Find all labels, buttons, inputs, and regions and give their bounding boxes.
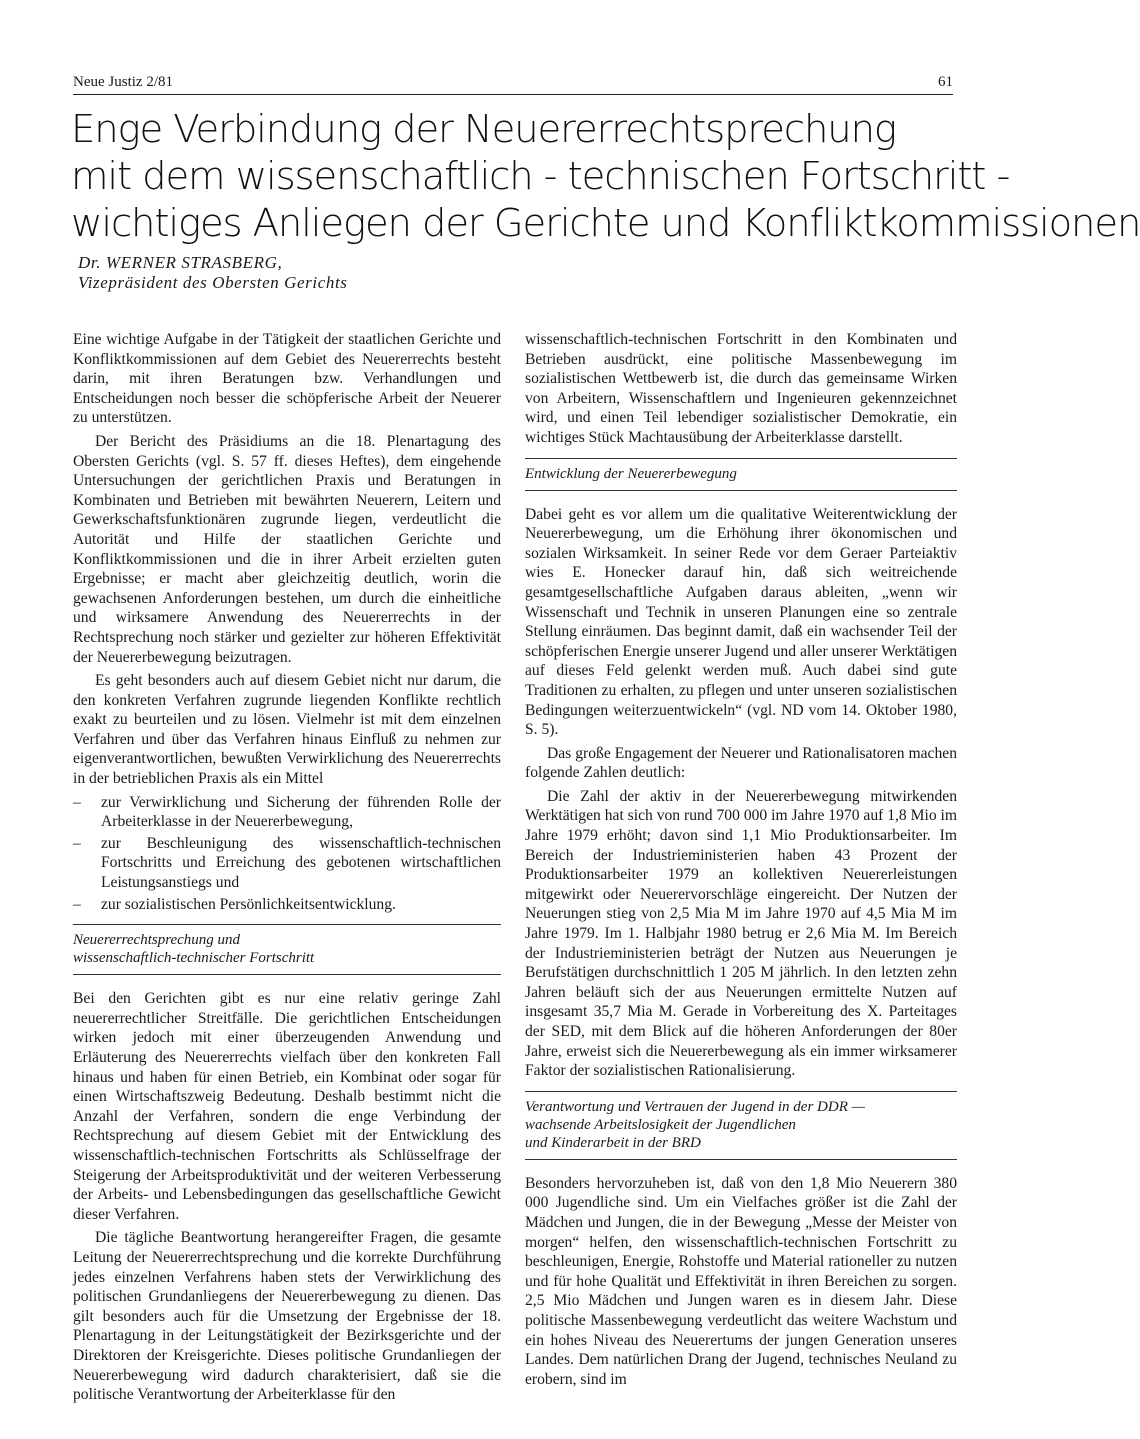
paragraph: Die tägliche Beantwortung herangereifter Fragen, die gesamte Leitung der Neuererrechtsprechung und die korrekte Durchführung jedes einzelnen Verfahrens haben stets der Verwirklichung des politischen Grundanliegens der Neuererbewegung zu dienen. Das gilt besonders auch für die Umsetzung der Ergebnisse der 18. Plenartagung in der Leitungstätigkeit der Bezirksgerichte und der Direktoren der Kreisgerichte. Dieses politische Grundanliegen der Neuererbewegung wird dadurch charakterisiert, daß sie die politische Verantwortung der Arbeiterklasse für den (73, 1229, 501, 1404)
title-line-3: wichtiges Anliegen der Gerichte und Konfliktkommissionen (71, 201, 1140, 246)
list-item-text: zur Verwirklichung und Sicherung der führenden Rolle der Arbeiterklasse in der Neuererbewegung, (101, 793, 501, 831)
section-heading (525, 458, 957, 491)
dash-bullet: – (73, 834, 81, 852)
header-rule (73, 94, 953, 95)
author-role: Vizepräsident des Obersten Gerichts (78, 273, 348, 292)
paragraph: Die Zahl der aktiv in der Neuererbewegung mitwirkenden Werktätigen hat sich von rund 700 000 im Jahre 1970 auf 1,8 Mio im Jahre 1979 erhöht; davon sind 1,1 Mio Produktionsarbeiter. Im Bereich der Industrieministerien haben 43 Prozent der Produktionsarbeiter 1979 an kollektiven Neuererleistungen mitgewirkt oder Neuerervorschläge eingereicht. Der Nutzen der Neuerungen stieg von 2,5 Mia M im Jahre 1970 auf 4,5 Mia M im Jahre 1979. Im 1. Halbjahr 1980 betrug er 2,6 Mia M. Im Bereich der Industrieministerien beträgt der Nutzen aus Neuerungen je Berufstätigen durchschnittlich 1 205 M jährlich. In den letzten zehn Jahren beläuft sich der aus Neuerungen ermittelte Nutzen auf insgesamt 35,7 Mia M. Gerade in Vorbereitung des X. Parteitages der SED, mit dem Blick auf die höheren Anforderungen der 80er Jahre, erweist sich die Neuererbewegung als ein immer wirksamerer Faktor der sozialistischen Rationalisierung. (525, 787, 957, 1080)
section-heading-line: wissenschaftlich-technischer Fortschritt (73, 950, 315, 967)
section-heading-line: Verantwortung und Vertrauen der Jugend in der DDR — (525, 1098, 865, 1115)
paragraph: Das große Engagement der Neuerer und Rationalisatoren machen folgende Zahlen deutlich: (525, 744, 957, 782)
paragraph: Bei den Gerichten gibt es nur eine relativ geringe Zahl neuererrechtlicher Streitfälle. Die gerichtlichen Entscheidungen wirken jedoch mit einer überzeugenden Anwendung und Erläuterung des Neuererrechts vielfach über den konkreten Fall hinaus und haben für einen Betrieb, ein Kombinat oder sogar für einen Wirtschaftszweig Bedeutung. Deshalb bestimmt nicht die Anzahl der Verfahren, sondern die enge Verbindung der Rechtsprechung auf diesem Gebiet mit der Entwicklung des wissenschaftlich-technischen Fortschritts als Schlüsselfrage der Steigerung der Arbeitsproduktivität und der weiteren Verbesserung der Arbeits- und Lebensbedingungen das gesellschaftliche Gewicht dieser Verfahren. (73, 990, 501, 1223)
dash-bullet: – (73, 793, 81, 811)
section-heading-line: und Kinderarbeit in der BRD (525, 1134, 701, 1151)
section-heading (525, 1091, 957, 1160)
page-number: 61 (938, 74, 953, 90)
paragraph: Es geht besonders auch auf diesem Gebiet nicht nur darum, die den konkreten Verfahren zugrunde liegenden Konflikte rechtlich exakt zu beurteilen und zu lösen. Vielmehr ist mit dem einzelnen Verfahren und über das Verfahren hinaus Einfluß zu nehmen zur eigenverantwortlichen, bewußten Verwirklichung des Neuererrechts in der betrieblichen Praxis als ein Mittel (73, 672, 501, 788)
journal-issue: Neue Justiz 2/81 (73, 74, 173, 90)
list-item (73, 895, 501, 915)
paragraph: Besonders hervorzuheben ist, daß von den 1,8 Mio Neuerern 380 000 Jugendliche sind. Um ein Vielfaches größer ist die Zahl der Mädchen und Jungen, die in der Bewegung „Messe der Meister von morgen“ helfen, den wissenschaftlich-technischen Fortschritt zu beschleunigen, Energie, Rohstoffe und Material rationeller zu nutzen und für hohe Qualität und Effektivität in ihren Bereichen zu sorgen. 2,5 Mio Mädchen und Jungen waren es in diesem Jahr. Diese politische Massenbewegung verdeutlicht das weitere Wachstum und ein hohes Niveau des Neuerertums der jungen Generation unseres Landes. Dem natürlichen Drang der Jugend, technisches Neuland zu erobern, sind im (525, 1174, 957, 1388)
byline (78, 253, 578, 293)
section-heading (73, 924, 501, 975)
section-heading-line: Entwicklung der Neuererbewegung (525, 465, 737, 482)
paragraph: Eine wichtige Aufgabe in der Tätigkeit der staatlichen Gerichte und Konfliktkommissionen auf dem Gebiet des Neuererrechts besteht darin, mit ihren Beratungen bzw. Verhandlungen und Entscheidungen noch besser die schöpferische Arbeit der Neuerer zu unterstützen. (73, 331, 501, 427)
paragraph: Der Bericht des Präsidiums an die 18. Plenartagung des Obersten Gerichts (vgl. S. 57 ff. dieses Heftes), dem eingehende Untersuchungen der gerichtlichen Praxis und Beratungen in Kombinaten und Betrieben mit bewährten Neuerern, Leitern und Gewerkschaftsfunktionären zugrunde liegen, verdeutlicht die Autorität und Hilfe der staatlichen Gerichte und Konfliktkommissionen und die in ihrer Arbeit erzielten guten Ergebnisse; er macht aber gleichzeitig deutlich, worin die gewachsenen Anforderungen bestehen, um durch die einheitliche und wirksamere Anwendung des Neuererrechts in der Rechtsprechung noch stärker und gezielter zur höheren Effektivität der Neuererbewegung beizutragen. (73, 432, 501, 666)
article-title (71, 106, 1140, 247)
title-line-1: Enge Verbindung der Neuererrechtsprechung (71, 107, 896, 152)
author-name: Dr. WERNER STRASBERG, (78, 253, 283, 272)
section-heading-line: Neuererrechtsprechung und (73, 932, 241, 949)
goal-list (73, 793, 501, 915)
section-heading-line: wachsende Arbeitslosigkeit der Jugendlichen (525, 1116, 796, 1133)
paragraph: wissenschaftlich-technischen Fortschritt in den Kombinaten und Betrieben ausdrückt, eine politische Massenbewegung im sozialistischen Wettbewerb ist, die durch das gemeinsame Wirken von Arbeitern, Wissenschaftlern und Ingenieuren gekennzeichnet wird, und einen Teil lebendiger sozialistischer Demokratie, ein wichtiges Stück Machtausübung der Arbeiterklasse darstellt. (525, 331, 957, 446)
list-item-text: zur Beschleunigung des wissenschaftlich-technischen Fortschritts und Erreichung des gebotenen wirtschaftlichen Leistungsanstiegs und (101, 834, 501, 892)
left-column (73, 330, 501, 1409)
title-line-2: mit dem wissenschaftlich - technischen Fortschritt - (71, 154, 1010, 199)
right-column (525, 330, 957, 1393)
dash-bullet: – (73, 895, 81, 913)
list-item (73, 834, 501, 893)
list-item-text: zur sozialistischen Persönlichkeitsentwicklung. (101, 895, 396, 913)
list-item (73, 793, 501, 832)
paragraph: Dabei geht es vor allem um die qualitative Weiterentwicklung der Neuererbewegung, um die Erhöhung ihrer ökonomischen und sozialen Wirksamkeit. In seiner Rede vor dem Geraer Parteiaktiv wies E. Honecker darauf hin, daß sich weitreichende gesamtgesellschaftliche Aufgaben daraus ableiten, „wenn wir Wissenschaft und Technik in unseren Planungen eine so zentrale Stellung einräumen. Das beginnt damit, daß ein wachsender Teil der schöpferischen Energie unserer Jugend und aller unserer Werktätigen auf dieses Feld gelenkt werden muß. Auch dabei sind gute Traditionen zu erhalten, zu pflegen und unter unseren sozialistischen Bedingungen weiterzuentwickeln“ (vgl. ND vom 14. Oktober 1980, S. 5). (525, 505, 957, 739)
